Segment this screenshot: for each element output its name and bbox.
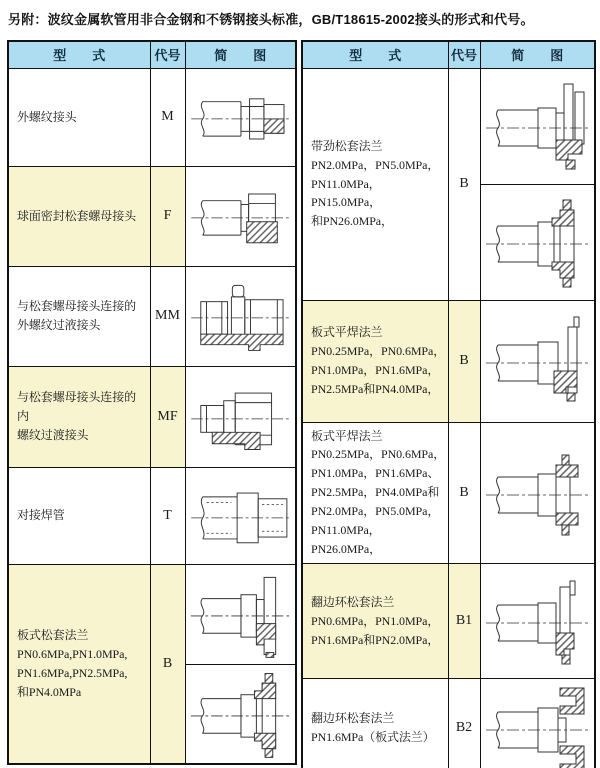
female-thread-adapter-joint-diagram [187, 373, 293, 461]
necked-loose-flange-bottom-diagram [482, 195, 592, 289]
type-column-header: 型 式 [8, 41, 150, 68]
lapped-ring-plate-flange-diagram [482, 682, 592, 768]
header-row [8, 41, 296, 68]
code-cell: M [150, 68, 185, 166]
joint-table-left [7, 40, 297, 765]
diagram-cell [480, 679, 595, 768]
diagram-cell [480, 564, 595, 679]
plate-weld-flange-diagram [482, 314, 592, 408]
type-column-header: 型 式 [302, 41, 448, 68]
joint-tables [0, 40, 600, 768]
type-cell: 带劲松套法兰 PN2.0MPa，PN5.0MPa， PN11.0MPa，PN15.0MPa， 和PN26.0MPa， [302, 68, 448, 300]
table-row [302, 564, 595, 679]
external-thread-joint-diagram [187, 73, 293, 161]
code-cell: B1 [448, 564, 480, 679]
table-row [302, 679, 595, 768]
code-column-header: 代号 [448, 41, 480, 68]
type-cell: 翻边环松套法兰 PN0.6MPa，PN1.0MPa， PN1.6MPa和PN2.0MPa， [302, 564, 448, 679]
code-cell: B [448, 300, 480, 422]
plate-loose-flange-bottom-diagram [187, 669, 293, 759]
table-row [8, 166, 296, 266]
diagram-cell [480, 422, 595, 564]
code-cell: B [448, 68, 480, 300]
code-column-header: 代号 [150, 41, 185, 68]
type-cell: 板式平焊法兰 PN0.25MPa，PN0.6MPa， PN1.0MPa，PN1.6MPa、 PN2.5MPa，PN4.0MPa和 PN2.0MPa，PN5.0MPa， PN11.0MPa，PN26.0MPa， [302, 422, 448, 564]
plate-loose-flange-top-diagram [187, 569, 293, 659]
diagram-cell [185, 366, 296, 467]
table-row [302, 68, 595, 184]
diagram-cell [185, 68, 296, 166]
type-cell: 翻边环松套法兰 PN1.6MPa（板式法兰） [302, 679, 448, 768]
diagram-cell [185, 166, 296, 266]
diagram-cell [185, 467, 296, 564]
table-row [8, 564, 296, 664]
diagram-cell [480, 184, 595, 300]
type-cell: 与松套螺母接头连接的内 螺纹过渡接头 [8, 366, 150, 467]
code-cell: MF [150, 366, 185, 467]
male-thread-adapter-joint-diagram [187, 272, 293, 360]
type-cell: 对接焊管 [8, 467, 150, 564]
diagram-cell [185, 564, 296, 664]
plate-weld-flange-2-diagram [482, 446, 592, 540]
code-cell: B [150, 564, 185, 764]
diagram-cell [480, 300, 595, 422]
diagram-cell [185, 664, 296, 764]
diagram-column-header: 简 图 [185, 41, 296, 68]
code-cell: B [448, 422, 480, 564]
diagram-cell [185, 266, 296, 366]
type-cell: 球面密封松套螺母接头 [8, 166, 150, 266]
code-cell: B2 [448, 679, 480, 768]
type-cell: 与松套螺母接头连接的 外螺纹过液接头 [8, 266, 150, 366]
butt-weld-pipe-diagram [187, 472, 293, 560]
table-row [8, 467, 296, 564]
table-row [302, 422, 595, 564]
necked-loose-flange-top-diagram [482, 79, 592, 173]
type-cell: 板式松套法兰 PN0.6MPa,PN1.0MPa, PN1.6MPa,PN2.5MPa, 和PN4.0MPa [8, 564, 150, 764]
joint-table-right [301, 40, 596, 768]
type-cell: 外螺纹接头 [8, 68, 150, 166]
table-row [8, 366, 296, 467]
lapped-ring-loose-flange-diagram [482, 574, 592, 668]
code-cell: F [150, 166, 185, 266]
code-cell: T [150, 467, 185, 564]
table-row [302, 300, 595, 422]
table-row [8, 266, 296, 366]
type-cell: 板式平焊法兰 PN0.25MPa，PN0.6MPa， PN1.0MPa，PN1.6MPa， PN2.5MPa和PN4.0MPa， [302, 300, 448, 422]
table-row [8, 68, 296, 166]
diagram-column-header: 简 图 [480, 41, 595, 68]
header-row [302, 41, 595, 68]
code-cell: MM [150, 266, 185, 366]
intro-text: 另附：波纹金属软管用非合金钢和不锈钢接头标准，GB/T18615-2002接头的形式和代号。 [8, 12, 534, 27]
diagram-cell [480, 68, 595, 184]
spherical-seal-loose-nut-joint-diagram [187, 172, 293, 260]
